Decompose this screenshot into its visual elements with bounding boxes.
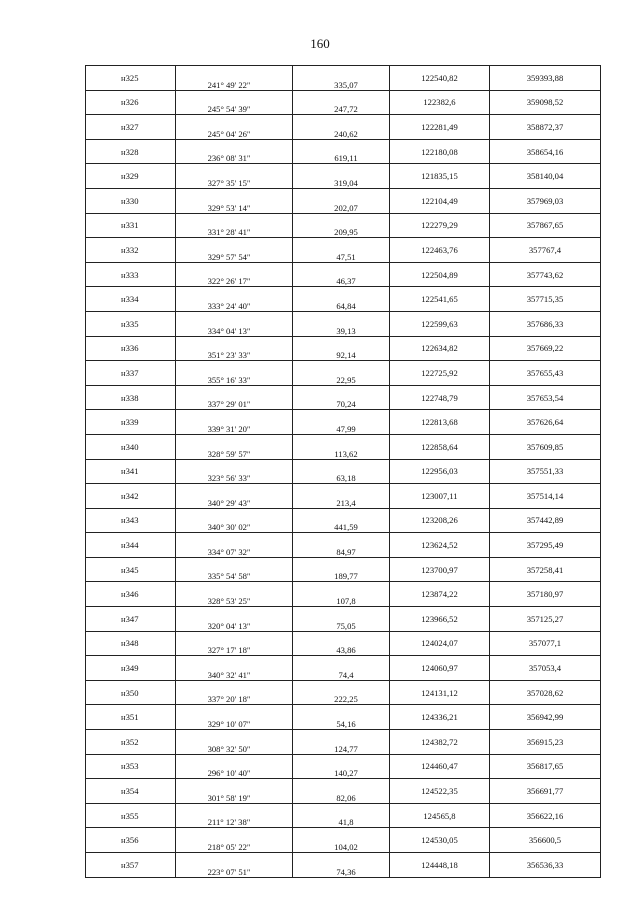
x-coordinate-cell: 122956,03 — [390, 459, 490, 484]
x-coordinate-cell: 124460,47 — [390, 754, 490, 779]
point-row — [86, 508, 601, 520]
point-name-cell: н328 — [86, 139, 176, 164]
distance-spacer-cell — [293, 434, 390, 446]
angle-spacer-cell — [176, 262, 293, 274]
y-coordinate-cell: 357258,41 — [490, 557, 601, 582]
distance-spacer-cell — [293, 557, 390, 569]
distance-cell: 39,13 — [293, 324, 390, 336]
point-name-cell: н345 — [86, 557, 176, 582]
point-row — [86, 336, 601, 348]
distance-spacer-cell — [293, 238, 390, 250]
angle-spacer-cell — [176, 188, 293, 200]
distance-spacer-cell — [293, 779, 390, 791]
distance-cell: 240,62 — [293, 127, 390, 139]
x-coordinate-cell: 124522,35 — [390, 779, 490, 804]
point-name-cell: н329 — [86, 164, 176, 189]
angle-spacer-cell — [176, 533, 293, 545]
direction-angle-cell: 245° 04' 26" — [176, 127, 293, 139]
point-row — [86, 115, 601, 127]
distance-spacer-cell — [293, 803, 390, 815]
direction-angle-cell: 327° 17' 18" — [176, 643, 293, 655]
x-coordinate-cell: 122725,92 — [390, 361, 490, 386]
point-row — [86, 66, 601, 78]
distance-cell: 140,27 — [293, 766, 390, 778]
distance-cell: 104,02 — [293, 840, 390, 852]
distance-spacer-cell — [293, 213, 390, 225]
point-row — [86, 557, 601, 569]
x-coordinate-cell: 123208,26 — [390, 508, 490, 533]
point-name-cell: н335 — [86, 311, 176, 336]
distance-cell: 209,95 — [293, 225, 390, 237]
direction-angle-cell: 331° 28' 41" — [176, 225, 293, 237]
point-name-cell: н327 — [86, 115, 176, 140]
point-row — [86, 410, 601, 422]
direction-angle-cell: 236° 08' 31" — [176, 152, 293, 164]
point-row — [86, 139, 601, 151]
direction-angle-cell: 337° 29' 01" — [176, 398, 293, 410]
distance-cell: 319,04 — [293, 176, 390, 188]
angle-spacer-cell — [176, 459, 293, 471]
point-row — [86, 779, 601, 791]
angle-spacer-cell — [176, 164, 293, 176]
point-name-cell: н342 — [86, 484, 176, 509]
angle-spacer-cell — [176, 484, 293, 496]
y-coordinate-cell: 357442,89 — [490, 508, 601, 533]
point-name-cell: н333 — [86, 262, 176, 287]
direction-angle-cell: 333° 24' 40" — [176, 299, 293, 311]
direction-angle-cell: 320° 04' 13" — [176, 619, 293, 631]
distance-spacer-cell — [293, 115, 390, 127]
point-name-cell: н330 — [86, 188, 176, 213]
point-name-cell: н343 — [86, 508, 176, 533]
angle-spacer-cell — [176, 557, 293, 569]
distance-cell: 70,24 — [293, 398, 390, 410]
point-row — [86, 680, 601, 692]
y-coordinate-cell: 357295,49 — [490, 533, 601, 558]
x-coordinate-cell: 124448,18 — [390, 853, 490, 878]
point-row — [86, 238, 601, 250]
angle-spacer-cell — [176, 631, 293, 643]
point-row — [86, 656, 601, 668]
y-coordinate-cell: 357867,65 — [490, 213, 601, 238]
direction-angle-cell: 218° 05' 22" — [176, 840, 293, 852]
x-coordinate-cell: 123874,22 — [390, 582, 490, 607]
x-coordinate-cell: 122504,89 — [390, 262, 490, 287]
boundary-coordinates-table — [85, 65, 601, 878]
point-row — [86, 262, 601, 274]
page-number: 160 — [310, 36, 330, 51]
direction-angle-cell: 223° 07' 51" — [176, 865, 293, 877]
point-row — [86, 287, 601, 299]
point-row — [86, 828, 601, 840]
point-name-cell: н325 — [86, 66, 176, 91]
direction-angle-cell: 327° 35' 15" — [176, 176, 293, 188]
point-name-cell: н341 — [86, 459, 176, 484]
y-coordinate-cell: 357626,64 — [490, 410, 601, 435]
distance-cell: 213,4 — [293, 496, 390, 508]
direction-angle-cell: 323° 56' 33" — [176, 471, 293, 483]
distance-cell: 74,36 — [293, 865, 390, 877]
distance-spacer-cell — [293, 287, 390, 299]
distance-spacer-cell — [293, 828, 390, 840]
x-coordinate-cell: 122104,49 — [390, 188, 490, 213]
distance-spacer-cell — [293, 484, 390, 496]
distance-cell: 41,8 — [293, 816, 390, 828]
distance-spacer-cell — [293, 730, 390, 742]
y-coordinate-cell: 357551,33 — [490, 459, 601, 484]
point-name-cell: н357 — [86, 853, 176, 878]
distance-spacer-cell — [293, 853, 390, 865]
direction-angle-cell: 335° 54' 58" — [176, 570, 293, 582]
point-name-cell: н347 — [86, 607, 176, 632]
angle-spacer-cell — [176, 680, 293, 692]
point-name-cell: н326 — [86, 90, 176, 115]
y-coordinate-cell: 358872,37 — [490, 115, 601, 140]
point-name-cell: н339 — [86, 410, 176, 435]
distance-cell: 247,72 — [293, 102, 390, 114]
distance-spacer-cell — [293, 311, 390, 323]
angle-spacer-cell — [176, 828, 293, 840]
point-name-cell: н352 — [86, 730, 176, 755]
y-coordinate-cell: 357686,33 — [490, 311, 601, 336]
angle-spacer-cell — [176, 66, 293, 78]
point-name-cell: н336 — [86, 336, 176, 361]
point-name-cell: н340 — [86, 434, 176, 459]
x-coordinate-cell: 122599,63 — [390, 311, 490, 336]
angle-spacer-cell — [176, 656, 293, 668]
y-coordinate-cell: 357053,4 — [490, 656, 601, 681]
point-name-cell: н334 — [86, 287, 176, 312]
direction-angle-cell: 337° 20' 18" — [176, 693, 293, 705]
x-coordinate-cell: 123007,11 — [390, 484, 490, 509]
point-row — [86, 311, 601, 323]
point-row — [86, 533, 601, 545]
angle-spacer-cell — [176, 385, 293, 397]
distance-spacer-cell — [293, 508, 390, 520]
distance-cell: 82,06 — [293, 791, 390, 803]
x-coordinate-cell: 124060,97 — [390, 656, 490, 681]
direction-angle-cell: 296° 10' 40" — [176, 766, 293, 778]
distance-spacer-cell — [293, 631, 390, 643]
point-row — [86, 459, 601, 471]
x-coordinate-cell: 124336,21 — [390, 705, 490, 730]
x-coordinate-cell: 123966,52 — [390, 607, 490, 632]
y-coordinate-cell: 357180,97 — [490, 582, 601, 607]
distance-cell: 202,07 — [293, 201, 390, 213]
x-coordinate-cell: 122279,29 — [390, 213, 490, 238]
y-coordinate-cell: 357715,35 — [490, 287, 601, 312]
distance-cell: 47,99 — [293, 422, 390, 434]
distance-cell: 335,07 — [293, 78, 390, 90]
angle-spacer-cell — [176, 705, 293, 717]
x-coordinate-cell: 121835,15 — [390, 164, 490, 189]
y-coordinate-cell: 357743,62 — [490, 262, 601, 287]
angle-spacer-cell — [176, 607, 293, 619]
angle-spacer-cell — [176, 803, 293, 815]
distance-spacer-cell — [293, 459, 390, 471]
angle-spacer-cell — [176, 853, 293, 865]
y-coordinate-cell: 357655,43 — [490, 361, 601, 386]
direction-angle-cell: 329° 57' 54" — [176, 250, 293, 262]
y-coordinate-cell: 356600,5 — [490, 828, 601, 853]
distance-cell: 92,14 — [293, 348, 390, 360]
point-row — [86, 434, 601, 446]
distance-cell: 47,51 — [293, 250, 390, 262]
direction-angle-cell: 329° 53' 14" — [176, 201, 293, 213]
x-coordinate-cell: 124131,12 — [390, 680, 490, 705]
direction-angle-cell: 328° 59' 57" — [176, 447, 293, 459]
x-coordinate-cell: 122382,6 — [390, 90, 490, 115]
point-row — [86, 361, 601, 373]
x-coordinate-cell: 124565,8 — [390, 803, 490, 828]
angle-spacer-cell — [176, 139, 293, 151]
distance-cell: 74,4 — [293, 668, 390, 680]
direction-angle-cell: 241° 49' 22" — [176, 78, 293, 90]
direction-angle-cell: 339° 31' 20" — [176, 422, 293, 434]
angle-spacer-cell — [176, 508, 293, 520]
distance-cell: 124,77 — [293, 742, 390, 754]
point-row — [86, 164, 601, 176]
point-name-cell: н337 — [86, 361, 176, 386]
distance-cell: 189,77 — [293, 570, 390, 582]
distance-cell: 64,84 — [293, 299, 390, 311]
y-coordinate-cell: 356817,65 — [490, 754, 601, 779]
y-coordinate-cell: 357077,1 — [490, 631, 601, 656]
point-name-cell: н353 — [86, 754, 176, 779]
direction-angle-cell: 334° 04' 13" — [176, 324, 293, 336]
y-coordinate-cell: 357767,4 — [490, 238, 601, 263]
point-row — [86, 730, 601, 742]
point-row — [86, 385, 601, 397]
direction-angle-cell: 322° 26' 17" — [176, 275, 293, 287]
x-coordinate-cell: 122748,79 — [390, 385, 490, 410]
distance-spacer-cell — [293, 139, 390, 151]
distance-cell: 441,59 — [293, 520, 390, 532]
point-name-cell: н350 — [86, 680, 176, 705]
distance-cell: 113,62 — [293, 447, 390, 459]
angle-spacer-cell — [176, 779, 293, 791]
point-name-cell: н351 — [86, 705, 176, 730]
angle-spacer-cell — [176, 361, 293, 373]
angle-spacer-cell — [176, 238, 293, 250]
point-row — [86, 853, 601, 865]
distance-spacer-cell — [293, 361, 390, 373]
distance-cell: 84,97 — [293, 545, 390, 557]
y-coordinate-cell: 357514,14 — [490, 484, 601, 509]
y-coordinate-cell: 356691,77 — [490, 779, 601, 804]
y-coordinate-cell: 359098,52 — [490, 90, 601, 115]
x-coordinate-cell: 122281,49 — [390, 115, 490, 140]
distance-spacer-cell — [293, 410, 390, 422]
direction-angle-cell: 355° 16' 33" — [176, 373, 293, 385]
y-coordinate-cell: 356622,16 — [490, 803, 601, 828]
point-row — [86, 705, 601, 717]
x-coordinate-cell: 122858,64 — [390, 434, 490, 459]
x-coordinate-cell: 122463,76 — [390, 238, 490, 263]
y-coordinate-cell: 356915,23 — [490, 730, 601, 755]
point-name-cell: н355 — [86, 803, 176, 828]
point-row — [86, 607, 601, 619]
point-row — [86, 213, 601, 225]
y-coordinate-cell: 357125,27 — [490, 607, 601, 632]
point-row — [86, 90, 601, 102]
distance-spacer-cell — [293, 385, 390, 397]
x-coordinate-cell: 123624,52 — [390, 533, 490, 558]
angle-spacer-cell — [176, 336, 293, 348]
point-name-cell: н354 — [86, 779, 176, 804]
point-name-cell: н332 — [86, 238, 176, 263]
direction-angle-cell: 340° 32' 41" — [176, 668, 293, 680]
distance-spacer-cell — [293, 680, 390, 692]
direction-angle-cell: 334° 07' 32" — [176, 545, 293, 557]
x-coordinate-cell: 123700,97 — [390, 557, 490, 582]
point-name-cell: н348 — [86, 631, 176, 656]
angle-spacer-cell — [176, 287, 293, 299]
angle-spacer-cell — [176, 213, 293, 225]
distance-cell: 619,11 — [293, 152, 390, 164]
distance-spacer-cell — [293, 582, 390, 594]
distance-cell: 46,37 — [293, 275, 390, 287]
direction-angle-cell: 301° 58' 19" — [176, 791, 293, 803]
direction-angle-cell: 329° 10' 07" — [176, 717, 293, 729]
distance-spacer-cell — [293, 705, 390, 717]
distance-spacer-cell — [293, 336, 390, 348]
y-coordinate-cell: 357969,03 — [490, 188, 601, 213]
point-name-cell: н344 — [86, 533, 176, 558]
distance-spacer-cell — [293, 90, 390, 102]
direction-angle-cell: 245° 54' 39" — [176, 102, 293, 114]
x-coordinate-cell: 122541,65 — [390, 287, 490, 312]
x-coordinate-cell: 122634,82 — [390, 336, 490, 361]
x-coordinate-cell: 122180,08 — [390, 139, 490, 164]
distance-spacer-cell — [293, 656, 390, 668]
distance-cell: 75,05 — [293, 619, 390, 631]
direction-angle-cell: 351° 23' 33" — [176, 348, 293, 360]
y-coordinate-cell: 357653,54 — [490, 385, 601, 410]
direction-angle-cell: 340° 30' 02" — [176, 520, 293, 532]
distance-spacer-cell — [293, 607, 390, 619]
direction-angle-cell: 211° 12' 38" — [176, 816, 293, 828]
point-row — [86, 803, 601, 815]
point-name-cell: н331 — [86, 213, 176, 238]
point-name-cell: н338 — [86, 385, 176, 410]
distance-cell: 22,95 — [293, 373, 390, 385]
x-coordinate-cell: 122813,68 — [390, 410, 490, 435]
point-name-cell: н349 — [86, 656, 176, 681]
y-coordinate-cell: 359393,88 — [490, 66, 601, 91]
angle-spacer-cell — [176, 311, 293, 323]
y-coordinate-cell: 356536,33 — [490, 853, 601, 878]
angle-spacer-cell — [176, 90, 293, 102]
distance-cell: 222,25 — [293, 693, 390, 705]
point-name-cell: н346 — [86, 582, 176, 607]
x-coordinate-cell: 124382,72 — [390, 730, 490, 755]
point-row — [86, 484, 601, 496]
angle-spacer-cell — [176, 410, 293, 422]
distance-spacer-cell — [293, 164, 390, 176]
distance-cell: 63,18 — [293, 471, 390, 483]
distance-cell: 107,8 — [293, 594, 390, 606]
point-row — [86, 631, 601, 643]
x-coordinate-cell: 124024,07 — [390, 631, 490, 656]
x-coordinate-cell: 122540,82 — [390, 66, 490, 91]
direction-angle-cell: 328° 53' 25" — [176, 594, 293, 606]
point-name-cell: н356 — [86, 828, 176, 853]
angle-spacer-cell — [176, 582, 293, 594]
y-coordinate-cell: 358140,04 — [490, 164, 601, 189]
angle-spacer-cell — [176, 434, 293, 446]
distance-spacer-cell — [293, 188, 390, 200]
distance-cell: 54,16 — [293, 717, 390, 729]
x-coordinate-cell: 124530,05 — [390, 828, 490, 853]
direction-angle-cell: 340° 29' 43" — [176, 496, 293, 508]
y-coordinate-cell: 357609,85 — [490, 434, 601, 459]
angle-spacer-cell — [176, 730, 293, 742]
angle-spacer-cell — [176, 754, 293, 766]
table-body — [86, 66, 601, 878]
distance-spacer-cell — [293, 533, 390, 545]
y-coordinate-cell: 358654,16 — [490, 139, 601, 164]
distance-cell: 43,86 — [293, 643, 390, 655]
angle-spacer-cell — [176, 115, 293, 127]
distance-spacer-cell — [293, 262, 390, 274]
distance-spacer-cell — [293, 66, 390, 78]
y-coordinate-cell: 357028,62 — [490, 680, 601, 705]
distance-spacer-cell — [293, 754, 390, 766]
direction-angle-cell: 308° 32' 50" — [176, 742, 293, 754]
point-row — [86, 754, 601, 766]
y-coordinate-cell: 356942,99 — [490, 705, 601, 730]
point-row — [86, 582, 601, 594]
point-row — [86, 188, 601, 200]
y-coordinate-cell: 357669,22 — [490, 336, 601, 361]
